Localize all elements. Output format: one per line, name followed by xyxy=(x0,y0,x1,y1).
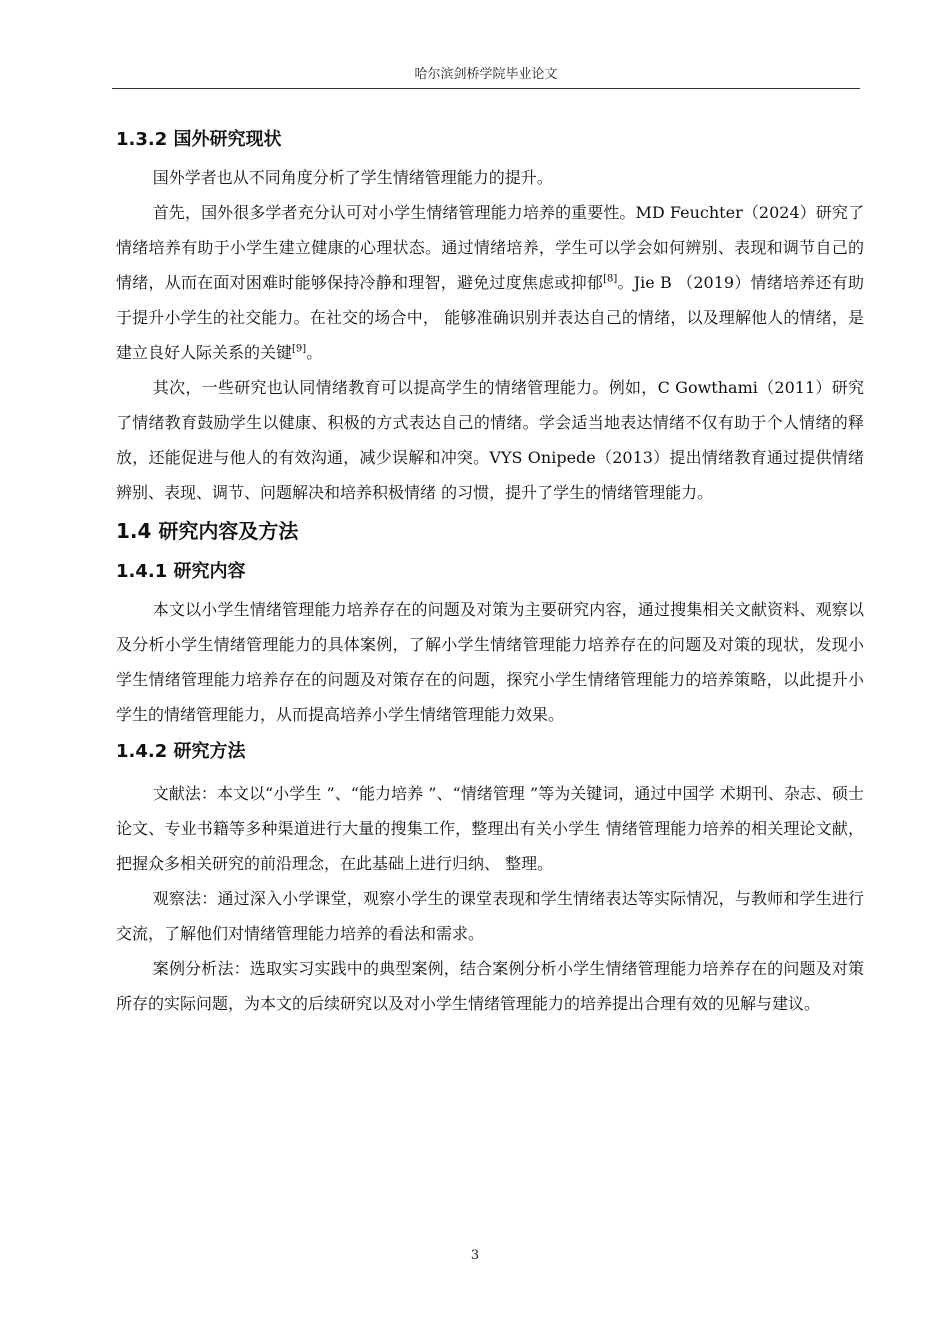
page-header xyxy=(112,62,860,89)
paragraph: 文献法：本文以“小学生 ”、“能力培养 ”、“情绪管理 ”等为关键词，通过中国学 术期刊、杂志、硕士论文、专业书籍等多种渠道进行大量的搜集工作，整理出有关小学生 情绪管理能力培养的相关理论文献，把握众多相关研究的前沿理念，在此基础上进行归纳、 整理。 xyxy=(116,784,864,873)
paragraph: 本文以小学生情绪管理能力培养存在的问题及对策为主要研究内容，通过搜集相关文献资料、观察以及分析小学生情绪管理能力的具体案例，了解小学生情绪管理能力培养存在的问题及对策的现状，发现小学生情绪管理能力培养存在的问题及对策存在的问题，探究小学生情绪管理能力的培养策略，以此提升小学生的情绪管理能力，从而提高培养小学生情绪管理能力效果。 xyxy=(116,600,864,724)
section-heading-1-4-1: 1.4.1 研究内容 xyxy=(116,561,246,582)
section-heading-1-3-2: 1.3.2 国外研究现状 xyxy=(116,129,282,150)
paragraph: 案例分析法：选取实习实践中的典型案例，结合案例分析小学生情绪管理能力培养存在的问题及对策所存的实际问题，为本文的后续研究以及对小学生情绪管理能力的培养提出合理有效的见解与建议。 xyxy=(116,959,864,1013)
page-body xyxy=(116,120,864,1021)
header-title: 哈尔滨剑桥学院毕业论文 xyxy=(414,67,558,82)
paragraph-text: 。Jie B （2019）情绪培养还有助于提升小学生的社交能力。在社交的场合中， 能够准确识别并表达自己的情绪，以及理解他人的情绪，是建立良好人际关系的关键 xyxy=(116,273,864,362)
citation-ref[interactable]: [9] xyxy=(292,343,307,355)
citation-ref[interactable]: [8] xyxy=(603,273,618,285)
section-heading-1-4: 1.4 研究内容及方法 xyxy=(116,519,299,543)
paragraph-text: 。 xyxy=(306,343,323,362)
paragraph: 观察法：通过深入小学课堂，观察小学生的课堂表现和学生情绪表达等实际情况，与教师和学生进行交流，了解他们对情绪管理能力培养的看法和需求。 xyxy=(116,889,864,943)
page-number: 3 xyxy=(470,1248,480,1263)
paragraph: 国外学者也从不同角度分析了学生情绪管理能力的提升。 xyxy=(152,168,553,187)
paragraph: 其次，一些研究也认同情绪教育可以提高学生的情绪管理能力。例如，C Gowthami（2011）研究了情绪教育鼓励学生以健康、积极的方式表达自己的情绪。学会适当地表达情绪不仅有助于个人情绪的释放，还能促进与他人的有效沟通，减少误解和冲突。VYS Onipede（2013）提出情绪教育通过提供情绪辨别、表现、调节、问题解决和培养积极情绪 的习惯，提升了学生的情绪管理能力。 xyxy=(116,378,864,502)
section-heading-1-4-2: 1.4.2 研究方法 xyxy=(116,741,246,762)
paragraph-text: 首先，国外很多学者充分认可对小学生情绪管理能力培养的重要性。MD Feuchter（2024）研究了情绪培养有助于小学生建立健康的心理状态。通过情绪培养，学生可以学会如何辨别、表现和调节自己的情绪，从而在面对困难时能够保持冷静和理智，避免过度焦虑或抑郁 xyxy=(116,203,864,292)
paragraph xyxy=(116,195,864,370)
